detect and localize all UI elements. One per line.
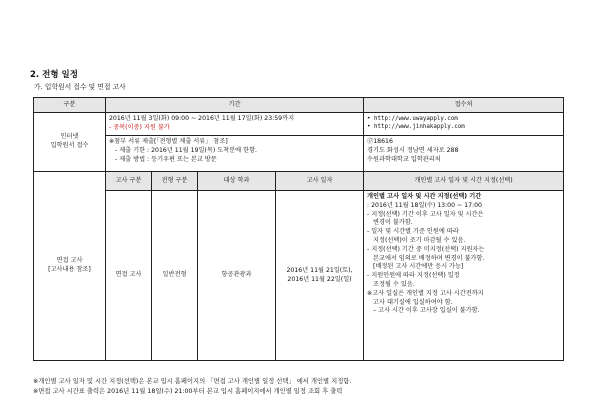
online-label: 인터넷 입학원서 접수 [34, 113, 106, 172]
interview-subheader-row [34, 172, 564, 191]
footnote-schedule-select: ※개인별 고사 일자 및 시간 지정(선택)은 본교 입시 홈페이지의 「면접 고사 개인별 일정 선택」 에서 개인별 지정함. [33, 378, 352, 385]
interview-row [34, 191, 564, 361]
online-period: 2016년 11월 3일(화) 09:00 ~ 2016년 11월 17일(화) 23:59까지 - 중복(이중) 지원 불가 [106, 113, 364, 136]
jinhakapply-link[interactable]: • http://www.jinhakapply.com [367, 124, 465, 131]
header-place: 접수처 [364, 98, 564, 113]
footnotes [33, 377, 351, 397]
docs-row [34, 136, 564, 172]
footnote-timetable-print: ※면접 고사 시간표 출력은 2016년 11월 18일(수) 21:00부터 본교 입시 홈페이지에서 개인별 일정 조회 후 출력 [33, 388, 343, 396]
exam-date: 2016년 11월 21일(토), 2016년 11월 22일(일) [276, 191, 364, 361]
dept: 항공관광과 [198, 191, 276, 361]
exam-type: 면접 고사 [106, 191, 152, 361]
interview-label: 면접 고사 [고사내용 참조] [34, 172, 106, 361]
uwayapply-link[interactable]: • http://www.uwayapply.com [367, 116, 458, 122]
duplicate-warning: - 중복(이중) 지원 불가 [109, 123, 170, 131]
section-title: 2. 전형 일정 [30, 70, 78, 80]
col-exam-type: 고사 구분 [106, 172, 152, 191]
col-admission-type: 전형 구분 [152, 172, 198, 191]
mail-address: ⑰18616 경기도 화성시 정남면 세자로 288 수원과학대학교 입학관리처 [364, 136, 564, 172]
col-schedule-select: 개인별 고사 일자 및 시간 지정(선택) [364, 172, 564, 191]
col-dept: 대상 학과 [198, 172, 276, 191]
schedule-detail: 개인별 고사 일자 및 시간 지정(선택) 기간 : 2016년 11월 18일(수) 13:00 ~ 17:00 - 지정(선택) 기간 이후 고사 일자 및 시간은 변경이 불가함. - 일자 및 시간별 기준 인원에 따라 지정(선택)이 조기 마감될 수 있음. - 지정(선택) 기간 중 미지정(선택) 지원자는 본교에서 임의로 배정하며 변경이 불가함. [배정된 고사 시간에만 응시 가능] - 지원인원에 따라 지정(선택) 일정 조정될 수 있음. ※고사 일실은 개인별 지정 고사 시간전까지 고사 대기실에 입실하여야 함. – 고사 시간 이후 고사장 입실이 불가함. [364, 191, 564, 361]
online-urls [364, 113, 564, 136]
online-row [34, 113, 564, 136]
table-header-row [34, 98, 564, 113]
col-exam-date: 고사 일자 [276, 172, 364, 191]
header-category: 구분 [34, 98, 106, 113]
schedule-table [33, 97, 564, 361]
docs-info: ※첨부 서류 제출[「전형별 제출 서류」 참조] - 제출 기한 : 2016년 11월 19일(목) 도착분에 한함. - 제출 방법 : 등기우편 또는 본교 방문 [106, 136, 364, 172]
admission-type: 일반전형 [152, 191, 198, 361]
header-period: 기간 [106, 98, 364, 113]
section-subtitle: 가. 입학원서 접수 및 면접 고사 [34, 83, 126, 91]
